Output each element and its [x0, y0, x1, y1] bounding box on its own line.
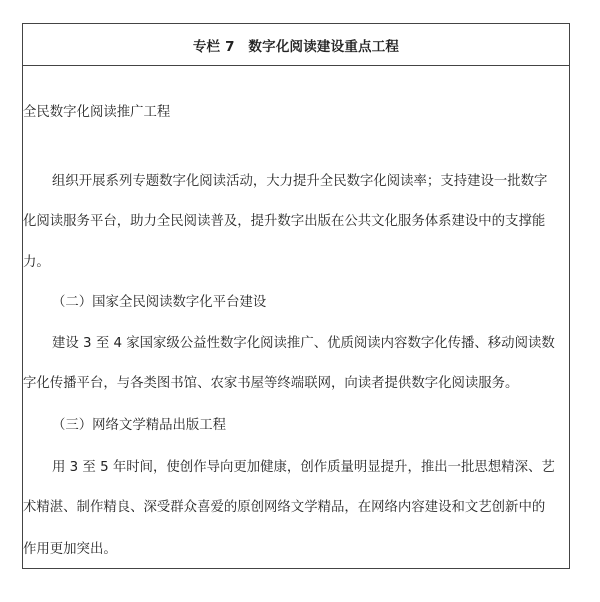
- section1-heading: 全民数字化阅读推广工程: [23, 105, 171, 120]
- section3-line-1: 用 3 至 5 年时间，使创作导向更加健康，创作质量明显提升，推出一批思想精深、艺: [52, 460, 555, 475]
- section1-line-1: 组织开展系列专题数字化阅读活动，大力提升全民数字化阅读率；支持建设一批数字: [52, 174, 548, 189]
- section3-heading: （三）网络文学精品出版工程: [52, 418, 227, 433]
- section3-line-2: 术精湛、制作精良、深受群众喜爱的原创网络文学精品，在网络内容建设和文艺创新中的: [23, 500, 546, 515]
- feature-box-table: [22, 23, 570, 569]
- section1-line-3: 力。: [23, 255, 50, 270]
- section2-heading: （二）国家全民阅读数字化平台建设: [52, 295, 267, 310]
- section3-line-3: 作用更加突出。: [23, 542, 117, 557]
- table-header-row: [23, 24, 569, 66]
- section2-line-1: 建设 3 至 4 家国家级公益性数字化阅读推广、优质阅读内容数字化传播、移动阅读数: [52, 336, 555, 351]
- box-title: 专栏 7 数字化阅读建设重点工程: [192, 39, 400, 55]
- section1-line-2: 化阅读服务平台，助力全民阅读普及，提升数字出版在公共文化服务体系建设中的支撑能: [23, 214, 546, 229]
- section2-line-2: 字化传播平台，与各类图书馆、农家书屋等终端联网，向读者提供数字化阅读服务。: [23, 376, 519, 391]
